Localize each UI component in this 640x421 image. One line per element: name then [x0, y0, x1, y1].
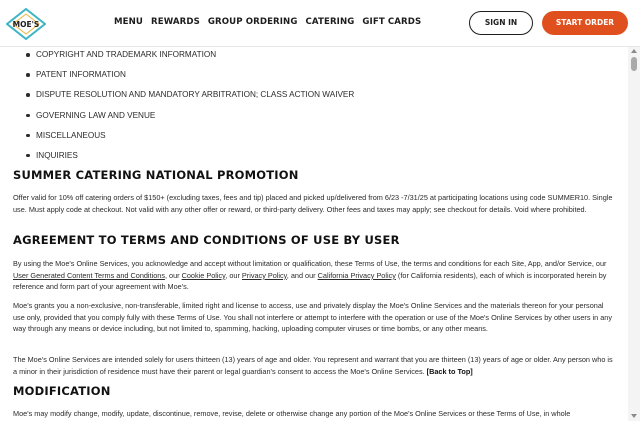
main-nav [114, 17, 429, 27]
back-to-top-link[interactable]: [Back to Top] [426, 366, 473, 376]
privacy-policy-link[interactable]: Privacy Policy [241, 270, 287, 280]
promo-text: Offer valid for 10% off catering orders of $150+ (excluding taxes, fees and tip) placed and picked up/delivered from 6/23 -7/31/25 at participating locations using code SUMMER10. Single use. Must apply code at checkout. Not valid with any other offer or reward, or third-party delivery. Other fees and taxes may apply; see checkout for details. Void where prohibited. [13, 193, 613, 214]
toc-item-dispute: DISPUTE RESOLUTION AND MANDATORY ARBITRATION; CLASS ACTION WAIVER [26, 90, 354, 110]
moes-logo[interactable] [6, 8, 46, 40]
california-privacy-link[interactable]: California Privacy Policy [317, 270, 396, 280]
toc-item-copyright: COPYRIGHT AND TRADEMARK INFORMATION [26, 50, 354, 70]
logo-text: MOE'S [12, 20, 40, 29]
start-order-button[interactable]: START ORDER [542, 11, 628, 35]
agreement-text: (for California residents), each of which is incorporated herein by reference and form part of your agreement with Moe's. [13, 270, 607, 292]
promo-heading: SUMMER CATERING NATIONAL PROMOTION [13, 168, 299, 182]
agreement-text: By using the Moe's Online Services, you acknowledge and accept without limitation or qualification, these Terms of Use, the terms and conditions for each Site, App, and/or Service, our [13, 259, 607, 268]
modification-heading: MODIFICATION [13, 384, 111, 398]
nav-catering[interactable]: CATERING [305, 17, 355, 27]
scroll-up-icon[interactable] [631, 49, 637, 53]
page-scrollbar[interactable] [628, 47, 640, 421]
ugc-terms-link[interactable]: User Generated Content Terms and Conditions [13, 270, 165, 280]
toc-item-miscellaneous: MISCELLANEOUS [26, 131, 354, 151]
sign-in-button[interactable]: SIGN IN [469, 11, 533, 35]
agreement-text: , and our [286, 270, 318, 280]
agreement-heading: AGREEMENT TO TERMS AND CONDITIONS OF USE BY USER [13, 233, 400, 247]
agreement-text: The Moe's Online Services are intended solely for users thirteen (13) years of age and older. You represent and warrant that you are thirteen (13) years of age or older. Any person who is a minor in their jurisdiction of residence must have their parent or legal guardian's consent to access the Moe's Online Services. [13, 355, 613, 376]
terms-content [0, 47, 628, 421]
scroll-down-icon[interactable] [631, 414, 637, 418]
agreement-paragraph-1 [13, 258, 617, 293]
toc-list [26, 50, 354, 171]
nav-gift-cards[interactable]: GIFT CARDS [362, 17, 422, 27]
cookie-policy-link[interactable]: Cookie Policy [181, 270, 226, 280]
modification-text: Moe's may modify change, modify, update, discontinue, remove, revise, delete or otherwise change any portion of the Moe's Online Services or these Terms of Use, in whole [13, 409, 571, 418]
scrollbar-thumb[interactable] [631, 57, 637, 71]
toc-item-inquiries: INQUIRIES [26, 151, 354, 171]
site-header [0, 0, 640, 47]
toc-item-governing-law: GOVERNING LAW AND VENUE [26, 111, 354, 131]
nav-group-ordering[interactable]: GROUP ORDERING [207, 17, 298, 27]
agreement-text: , our [225, 270, 242, 280]
nav-menu[interactable]: MENU [114, 17, 143, 27]
toc-item-patent: PATENT INFORMATION [26, 70, 354, 90]
agreement-paragraph-2: Moe's grants you a non-exclusive, non-transferable, limited right and license to access, use and privately display the Moe's Online Services and the materials thereon for your personal use only, provided that you comply fully with these Terms of Use. You shall not interfere or attempt to interfere with the operation or use of the Moe's Online Services by other users in any way through any means or device including, but not limited to, spamming, hacking, uploading computer viruses or time bombs, or any other means. [13, 301, 612, 334]
agreement-text: , our [164, 270, 182, 280]
nav-rewards[interactable]: REWARDS [151, 17, 200, 27]
agreement-paragraph-3 [13, 354, 617, 377]
